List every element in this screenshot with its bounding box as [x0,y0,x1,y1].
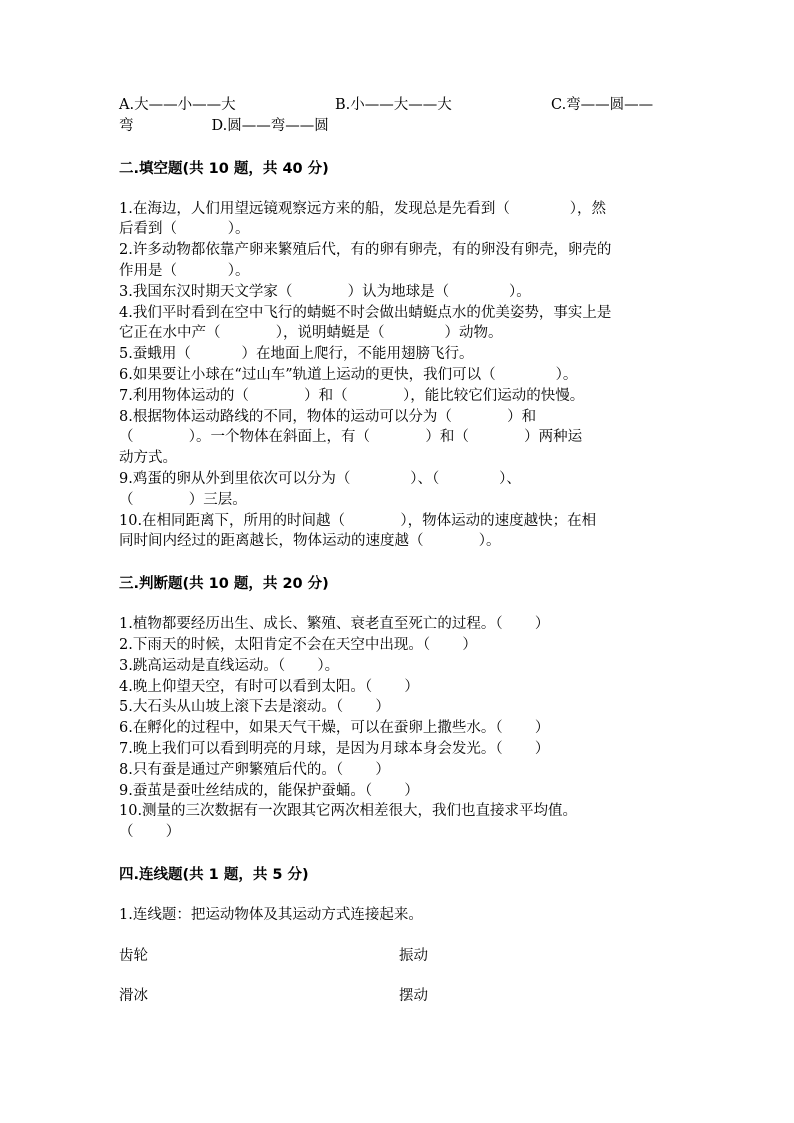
fill-line: 后看到（ ）。 [119,221,250,238]
section-title-judge: 三.判断题(共 10 题，共 20 分) [119,576,329,593]
fill-line: 作用是（ ）。 [119,262,250,279]
option-b: B.小——大——大 [335,97,452,113]
option-c: C.弯——圆—— [551,97,654,113]
fill-line: 它正在水中产（ ），说明蜻蜓是（ ）动物。 [119,325,503,342]
judge-line: 2.下雨天的时候，太阳肯定不会在天空中出现。（ ） [119,636,477,653]
match-left-item: 齿轮 [119,947,148,964]
fill-line: 4.我们平时看到在空中飞行的蜻蜓不时会做出蜻蜓点水的优美姿势，事实上是 [119,304,612,321]
match-right-item: 摆动 [399,987,428,1004]
fill-line: （ ）三层。 [119,491,247,508]
match-left-item: 滑冰 [119,987,148,1004]
judge-line: 3.跳高运动是直线运动。（ ）。 [119,657,340,674]
section-title-fill: 二.填空题(共 10 题，共 40 分) [119,160,329,177]
judge-line: 8.只有蚕是通过产卵繁殖后代的。（ ） [119,761,390,778]
fill-line: 1.在海边，人们用望远镜观察远方来的船，发现总是先看到（ ），然 [119,200,607,217]
match-right-item: 振动 [399,947,428,964]
worksheet-page [119,95,679,1006]
fill-line: 10.在相同距离下，所用的时间越（ ），物体运动的速度越快；在相 [119,512,597,529]
judge-line: 10.测量的三次数据有一次跟其它两次相差很大，我们也直接求平均值。 [119,803,578,820]
fill-line: （ ）。一个物体在斜面上，有（ ）和（ ）两种运 [119,429,583,446]
match-pair [119,986,679,1006]
option-a: A.大——小——大 [119,97,236,113]
fill-line: 同时间内经过的距离越长，物体运动的速度越（ ）。 [119,533,501,550]
fill-line: 3.我国东汉时期天文学家（ ）认为地球是（ ）。 [119,283,531,300]
judge-line: （ ） [119,824,181,841]
match-pair [119,946,679,966]
fill-line: 7.利用物体运动的（ ）和（ ），能比较它们运动的快慢。 [119,387,585,404]
choice-options-row-2 [119,116,679,137]
fill-line: 2.许多动物都依靠产卵来繁殖后代，有的卵有卵壳，有的卵没有卵壳，卵壳的 [119,242,612,259]
fill-line: 动方式。 [119,450,177,467]
judge-line: 9.蚕茧是蚕吐丝结成的，能保护蚕蛹。（ ） [119,782,419,799]
fill-line: 9.鸡蛋的卵从外到里依次可以分为（ ）、（ ）、 [119,470,521,487]
judge-line: 7.晚上我们可以看到明亮的月球，是因为月球本身会发光。（ ） [119,740,550,757]
option-c-cont: 弯 [119,117,134,134]
choice-options-row [119,95,679,116]
fill-line: 8.根据物体运动路线的不同，物体的运动可以分为（ ）和 [119,408,537,425]
judge-line: 6.在孵化的过程中，如果天气干燥，可以在蚕卵上撒些水。（ ） [119,720,550,737]
fill-line: 6.如果要让小球在“过山车”轨道上运动的更快，我们可以（ ）。 [119,366,578,383]
option-d: D.圆——弯——圆 [211,117,329,134]
fill-questions [119,199,679,553]
fill-line: 5.蚕蛾用（ ）在地面上爬行，不能用翅膀飞行。 [119,346,474,363]
section-title-match: 四.连线题(共 1 题，共 5 分) [119,866,309,883]
judge-line: 1.植物都要经历出生、成长、繁殖、衰老直至死亡的过程。（ ） [119,616,550,633]
match-question: 1.连线题：把运动物体及其运动方式连接起来。 [119,906,423,923]
judge-questions [119,614,679,843]
judge-line: 5.大石头从山坡上滚下去是滚动。（ ） [119,699,390,716]
judge-line: 4.晚上仰望天空，有时可以看到太阳。（ ） [119,678,419,695]
